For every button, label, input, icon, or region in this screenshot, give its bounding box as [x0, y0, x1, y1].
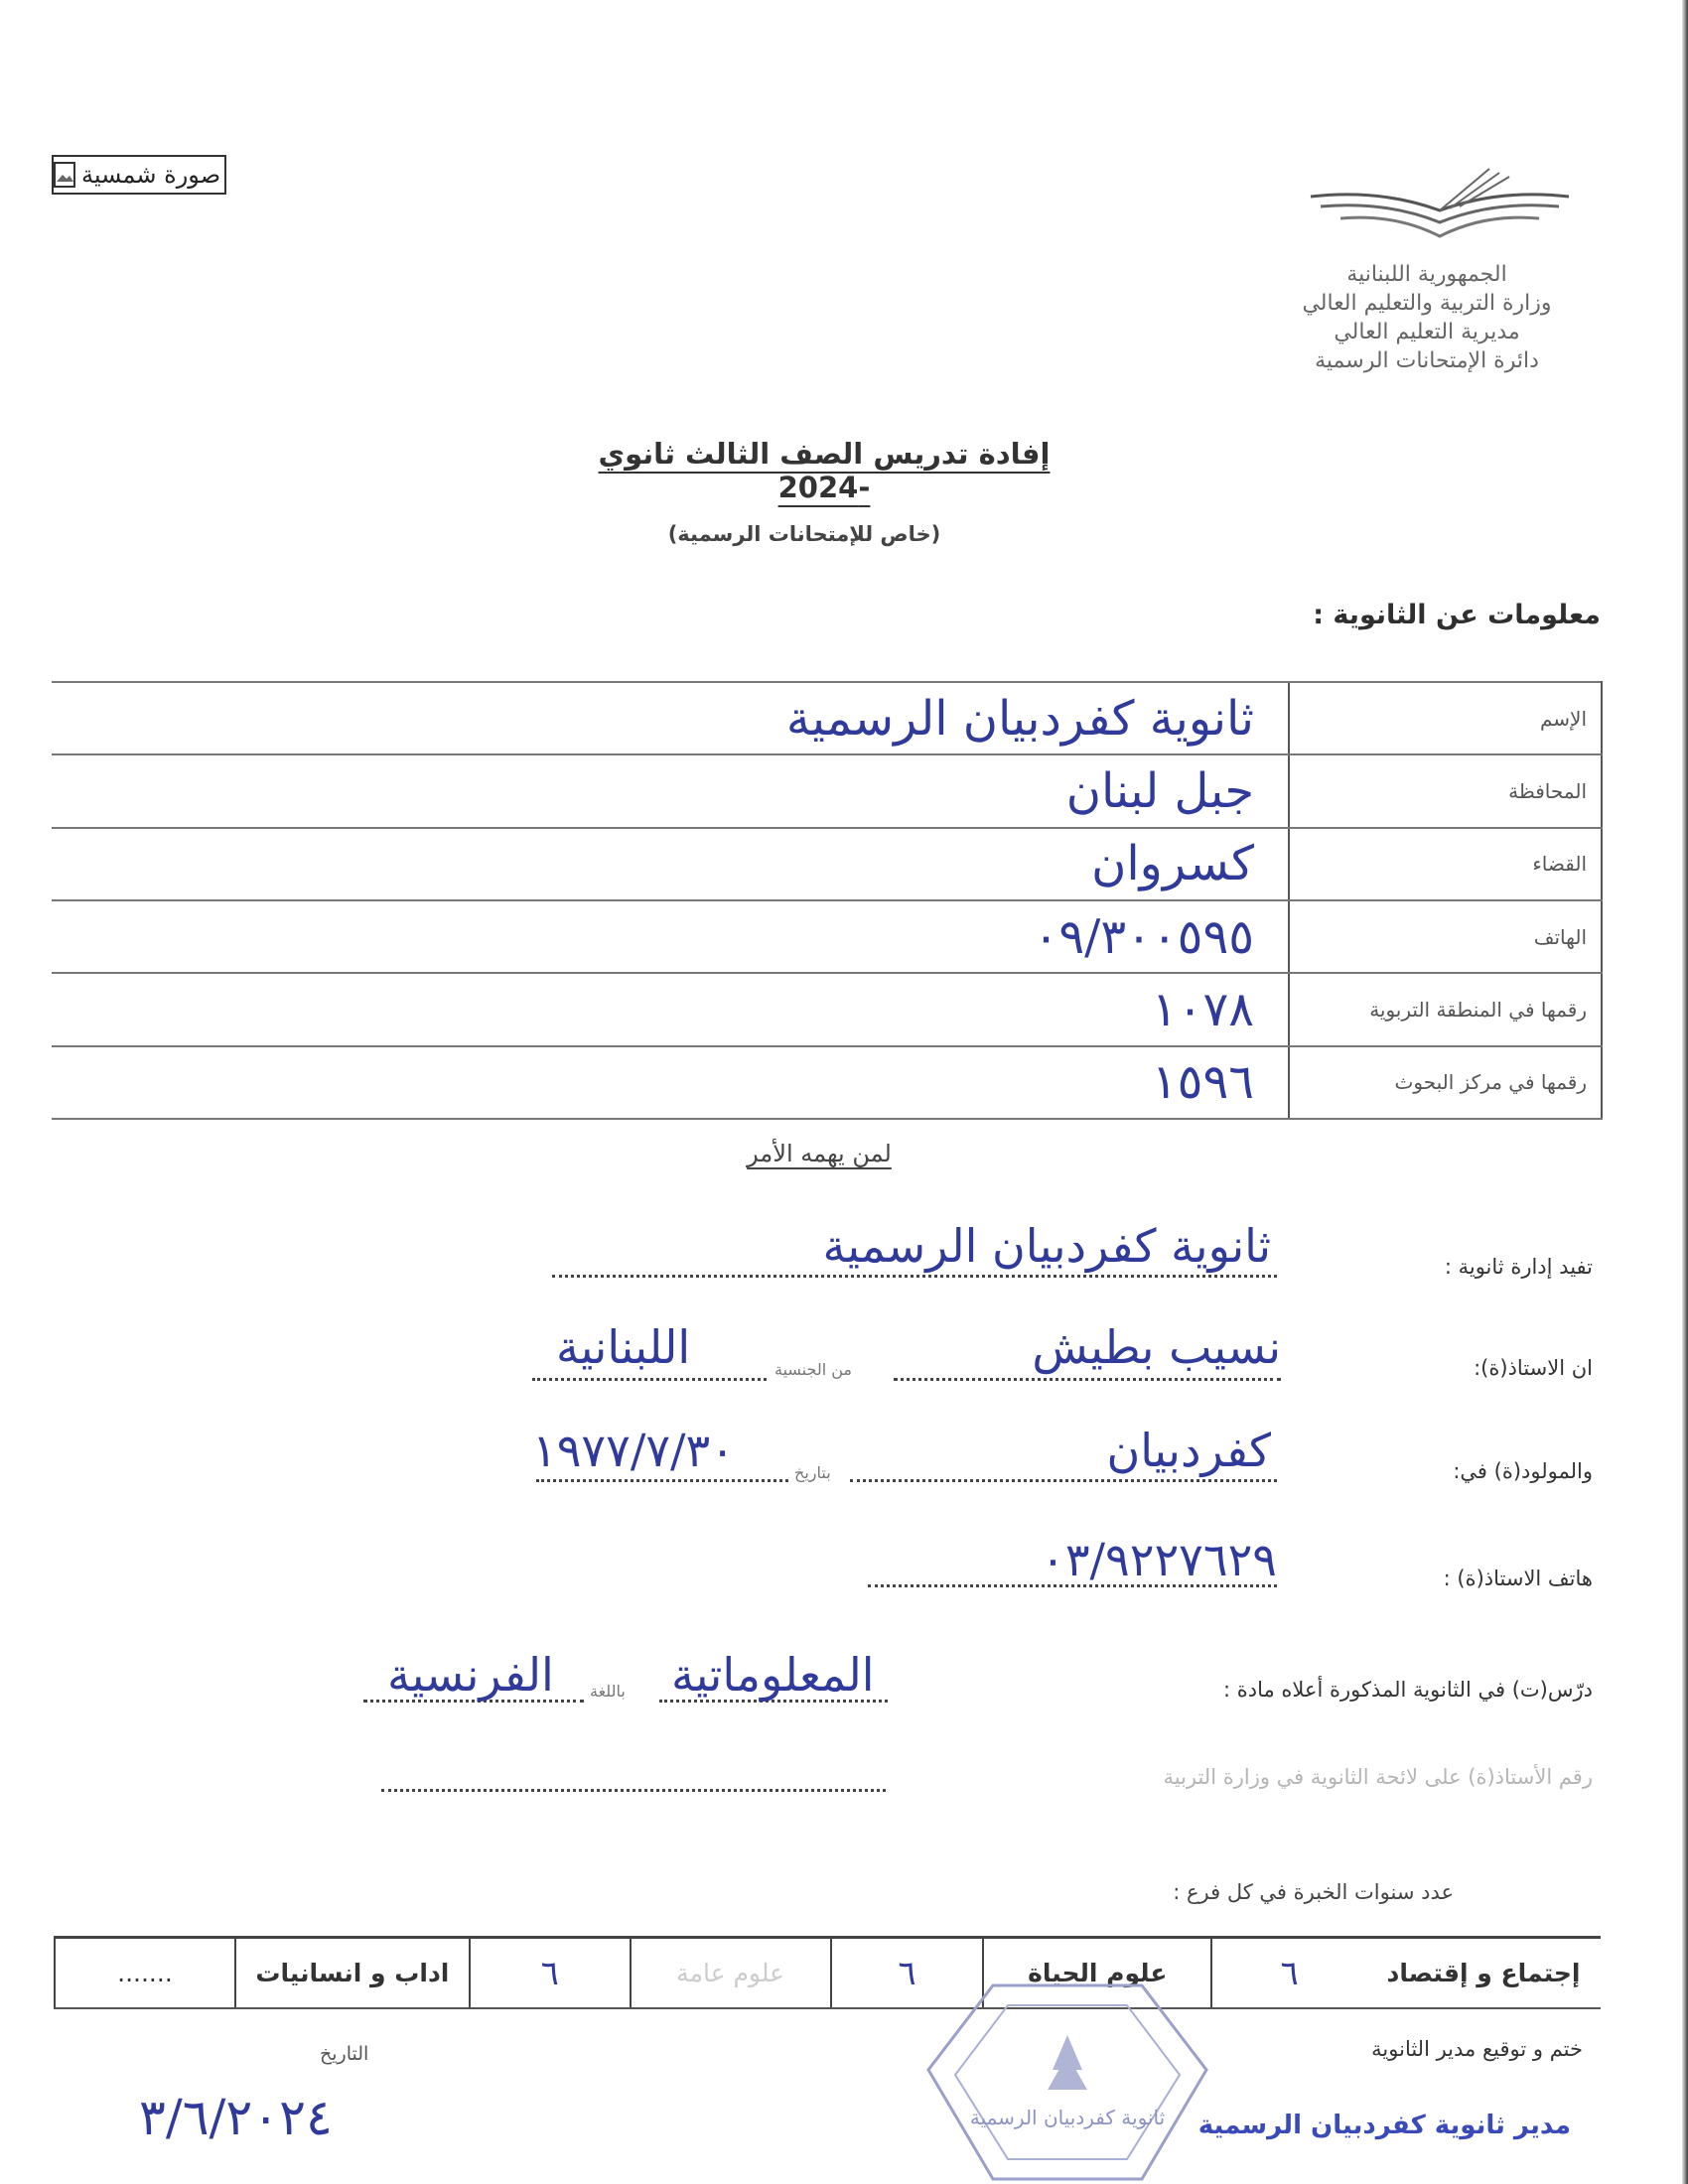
research-number-value: ١٥٩٦	[52, 1046, 1289, 1119]
school-info-table	[52, 681, 1603, 1120]
date-label: بتاريخ	[794, 1463, 831, 1482]
branch-years: .......	[55, 1938, 235, 2009]
branch-years: ٦	[831, 1938, 984, 2009]
ministry-logo	[1291, 159, 1589, 250]
registry-dotline	[381, 1789, 886, 1792]
nationality-value: اللبنانية	[556, 1320, 691, 1374]
taught-label: درّس(ت) في الثانوية المذكورة أعلاه مادة :	[1222, 1678, 1593, 1702]
phone-label: الهاتف	[1289, 900, 1602, 973]
experience-heading: عدد سنوات الخبرة في كل فرع :	[1173, 1880, 1454, 1904]
school-stamp	[923, 1976, 1211, 2184]
ministry-header	[1263, 260, 1591, 375]
section-heading: معلومات عن الثانوية :	[1313, 600, 1601, 630]
branch-name: اداب و انسانيات	[235, 1938, 470, 2009]
table-row	[52, 754, 1602, 827]
phone-value: ٠٩/٣٠٠٥٩٥	[52, 900, 1289, 973]
teacher-phone-label: هاتف الاستاذ(ة) :	[1443, 1567, 1593, 1590]
branch-name: علوم الحياة	[983, 1938, 1211, 2009]
teacher-label: ان الاستاذ(ة):	[1474, 1356, 1593, 1380]
image-icon	[54, 162, 75, 188]
table-row	[52, 900, 1602, 973]
photo-label: صورة شمسية	[81, 161, 221, 189]
ministry-line: الجمهورية اللبنانية	[1346, 262, 1507, 287]
region-number-value: ١٠٧٨	[52, 973, 1289, 1045]
branch-name: علوم عامة	[631, 1938, 831, 2009]
ministry-line: وزارة التربية والتعليم العالي	[1302, 291, 1552, 316]
document-title: إفادة تدريس الصف الثالث ثانوي -2024	[598, 437, 1051, 504]
branch-years: ٦	[1211, 1938, 1366, 2009]
district-label: القضاء	[1289, 828, 1602, 900]
school-name-label: الإسم	[1289, 682, 1602, 754]
principal-signature: مدير ثانوية كفردبيان الرسمية	[1197, 2111, 1571, 2140]
seal-label: ختم و توقيع مدير الثانوية	[1371, 2037, 1583, 2061]
research-number-label: رقمها في مركز البحوث	[1289, 1046, 1602, 1119]
ministry-line: دائرة الإمتحانات الرسمية	[1315, 348, 1539, 373]
document-subtitle: (خاص للإمتحانات الرسمية)	[667, 522, 941, 546]
table-row	[52, 973, 1602, 1045]
registry-label: رقم الأستاذ(ة) على لائحة الثانوية في وزارة التربية	[1163, 1765, 1593, 1789]
district-value: كسروان	[52, 828, 1289, 900]
region-number-label: رقمها في المنطقة التربوية	[1289, 973, 1602, 1045]
nationality-dotline	[532, 1378, 767, 1381]
nationality-label: من الجنسية	[774, 1360, 852, 1379]
school-stmt-value: ثانوية كفردبيان الرسمية	[822, 1219, 1271, 1273]
experience-table	[54, 1936, 1601, 2009]
born-date-dotline	[536, 1479, 788, 1482]
footer-date-label: التاريخ	[320, 2043, 369, 2065]
lang-label: باللغة	[590, 1682, 626, 1701]
subject-value: المعلوماتية	[671, 1648, 875, 1702]
table-row	[52, 682, 1602, 754]
born-place-dotline	[850, 1479, 1277, 1482]
governorate-label: المحافظة	[1289, 754, 1602, 827]
school-name-value: ثانوية كفردبيان الرسمية	[52, 682, 1289, 754]
branch-name: إجتماع و إقتصاد	[1366, 1938, 1601, 2009]
teacher-dotline	[894, 1378, 1281, 1381]
teacher-phone-value: ٠٣/٩٢٢٧٦٢٩	[1041, 1533, 1277, 1586]
school-dotline	[552, 1275, 1277, 1278]
to-whom-heading: لمن يهمه الأمر	[747, 1140, 892, 1167]
born-label: والمولود(ة) في:	[1453, 1459, 1593, 1483]
footer-date-value: ٣/٦/٢٠٢٤	[139, 2089, 333, 2146]
born-place-value: كفردبيان	[1106, 1424, 1271, 1477]
lang-value: الفرنسية	[387, 1648, 554, 1702]
school-stmt-label: تفيد إدارة ثانوية :	[1444, 1255, 1593, 1279]
governorate-value: جبل لبنان	[52, 754, 1289, 827]
photo-placeholder	[52, 155, 226, 195]
table-row	[52, 1046, 1602, 1119]
ministry-line: مديرية التعليم العالي	[1334, 320, 1520, 344]
branch-years: ٦	[470, 1938, 631, 2009]
scan-edge	[1682, 0, 1688, 2184]
born-date-value: ١٩٧٧/٧/٣٠	[532, 1424, 735, 1477]
teacher-value: نسيب بطيش	[1032, 1320, 1281, 1374]
stamp-text: ثانوية كفردبيان الرسمية	[969, 2106, 1166, 2129]
table-row	[55, 1938, 1601, 2009]
table-row	[52, 828, 1602, 900]
